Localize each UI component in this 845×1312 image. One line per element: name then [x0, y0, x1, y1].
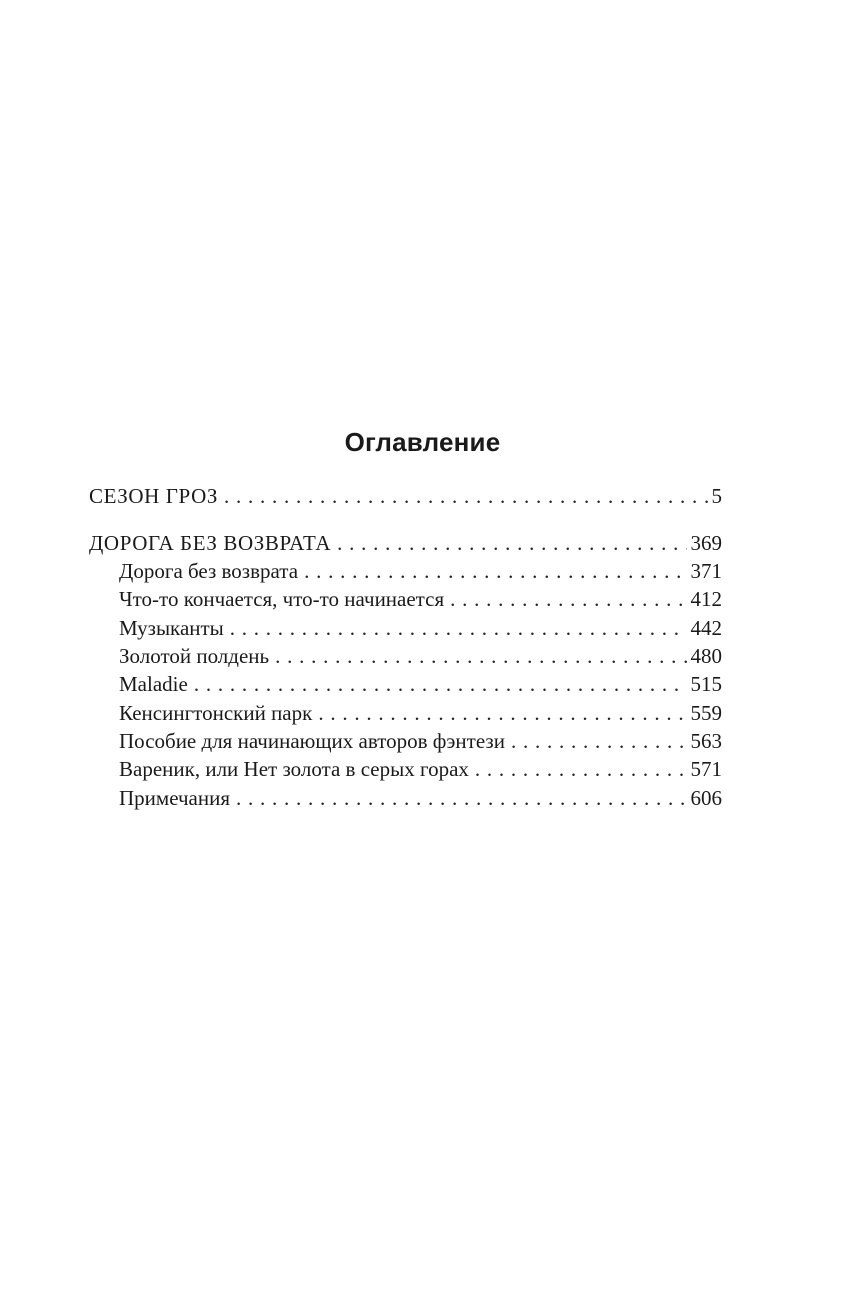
toc-entry-page: 371: [690, 559, 722, 583]
toc-entry-page: 515: [690, 672, 722, 696]
toc-entry-page: 442: [690, 616, 722, 640]
page-title: Оглавление: [344, 427, 501, 457]
toc-entry[interactable]: [119, 727, 722, 755]
dot-leader: [275, 642, 686, 670]
toc-entry[interactable]: [119, 557, 722, 585]
dot-leader: [230, 614, 687, 642]
dot-leader: [475, 755, 687, 783]
toc-entry[interactable]: [119, 614, 722, 642]
toc-entry-page: 412: [690, 587, 722, 611]
toc-entry-label: Дорога без возврата: [119, 559, 299, 583]
toc-entry-part-1[interactable]: [89, 482, 722, 510]
dot-leader: [224, 482, 708, 510]
toc-entry-page: 369: [690, 531, 722, 555]
dot-leader: [304, 557, 686, 585]
toc-entry[interactable]: [119, 699, 722, 727]
toc-entry-page: 563: [690, 729, 722, 753]
toc-entry-page: 571: [690, 757, 722, 781]
toc-entry-page: 559: [690, 701, 722, 725]
toc-entry[interactable]: [119, 642, 722, 670]
toc-entry-label: Что-то кончается, что-то начинается: [119, 587, 445, 611]
toc-entry-part-2[interactable]: [89, 529, 722, 557]
toc-entry-label: Вареник, или Нет золота в серых горах: [119, 757, 469, 781]
dot-leader: [511, 727, 687, 755]
toc-entry-label: Примечания: [119, 786, 231, 810]
dot-leader: [236, 784, 686, 812]
toc-entry-page: 606: [690, 786, 722, 810]
toc-entry-label: Кенсингтонский парк: [119, 701, 313, 725]
toc-entry-page: 480: [690, 644, 722, 668]
toc-entry[interactable]: [119, 585, 722, 613]
toc-entry-label: ДОРОГА БЕЗ ВОЗВРАТА: [89, 531, 332, 555]
dot-leader: [318, 699, 686, 727]
toc-entry-label: Maladie: [119, 672, 188, 696]
toc-entry[interactable]: [119, 755, 722, 783]
toc-entry-label: Пособие для начинающих авторов фэнтези: [119, 729, 505, 753]
toc-entry[interactable]: [119, 784, 722, 812]
dot-leader: [337, 529, 686, 557]
toc-entry-page: 5: [711, 484, 722, 508]
toc-entry[interactable]: [119, 670, 722, 698]
toc-entry-label: Музыканты: [119, 616, 224, 640]
toc-entry-label: Золотой полдень: [119, 644, 270, 668]
dot-leader: [194, 670, 687, 698]
toc-entry-label: СЕЗОН ГРОЗ: [89, 484, 218, 508]
dot-leader: [450, 585, 686, 613]
